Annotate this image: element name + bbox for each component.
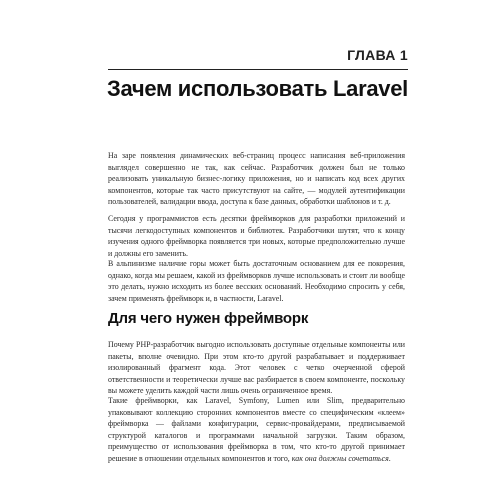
chapter-label: ГЛАВА 1 (347, 47, 408, 63)
paragraph-text: В альпинизме наличие горы может быть достаточным основанием для ее покорения, однако, когда мы решаем, какой из фреймворков лучше использовать и стоит ли вообще это делать, нужно исходить из более весских оснований. Необходимо спросить у себя, зачем применять фреймворк и, в частности, Laravel. (108, 259, 405, 303)
paragraph-main-text: Такие фреймворки, как Laravel, Symfony, Lumen или Slim, предварительно упаковывают коллекцию сторонних компонентов вместе со специфическим «клеем» фреймворка — файлами конфигурации, сервис-провайдерами, предписываемой структурой каталогов и программами начальной загрузки. Таким образом, преимущество от использования фреймворка в том, что кто-то другой принимает решение в отношении отдельных компонентов и того, (108, 396, 405, 463)
paragraph-text: Почему PHP-разработчик выгодно использовать доступные отдельные компоненты или пакеты, вполне очевидно. При этом кто-то другой разрабатывает и поддерживает изолированный фрагмент кода. Этот человек с четко очерченной сферой ответственности и теоретически лучше вас разбирается в своем компоненте, поскольку вы можете уделить каждой части лишь очень ограниченное время. (108, 340, 405, 396)
chapter-title: Зачем использовать Laravel (107, 76, 408, 101)
section-paragraph-2 (108, 395, 405, 465)
paragraph-3 (108, 258, 405, 304)
chapter-rule (108, 69, 408, 70)
paragraph-end-text: . (388, 453, 391, 463)
section-heading: Для чего нужен фреймворк (108, 310, 309, 327)
paragraph-2 (108, 213, 405, 259)
paragraph-1 (108, 150, 405, 208)
paragraph-italic-text: как она должны сочетаться (291, 453, 389, 463)
section-paragraph-1 (108, 339, 405, 397)
paragraph-text (108, 395, 405, 465)
paragraph-text: Сегодня у программистов есть десятки фреймворков для разработки приложений и тысячи легкодоступных компонентов и библиотек. Разработчики шутят, что к концу изучения одного фреймворка появляется три новых, которые предположительно лучше и должны его заменить. (108, 214, 405, 258)
paragraph-text: На заре появления динамических веб-страниц процесс написания веб-приложения выглядел совершенно не так, как сейчас. Разработчик должен был не только реализовать уникальную бизнес-логику приложения, но и написать код всех других компонентов, которые так часто присутствуют на сайте, — модулей аутентификации пользователей, валидации ввода, доступа к базе данных, обработки шаблонов и т. д. (108, 151, 405, 207)
